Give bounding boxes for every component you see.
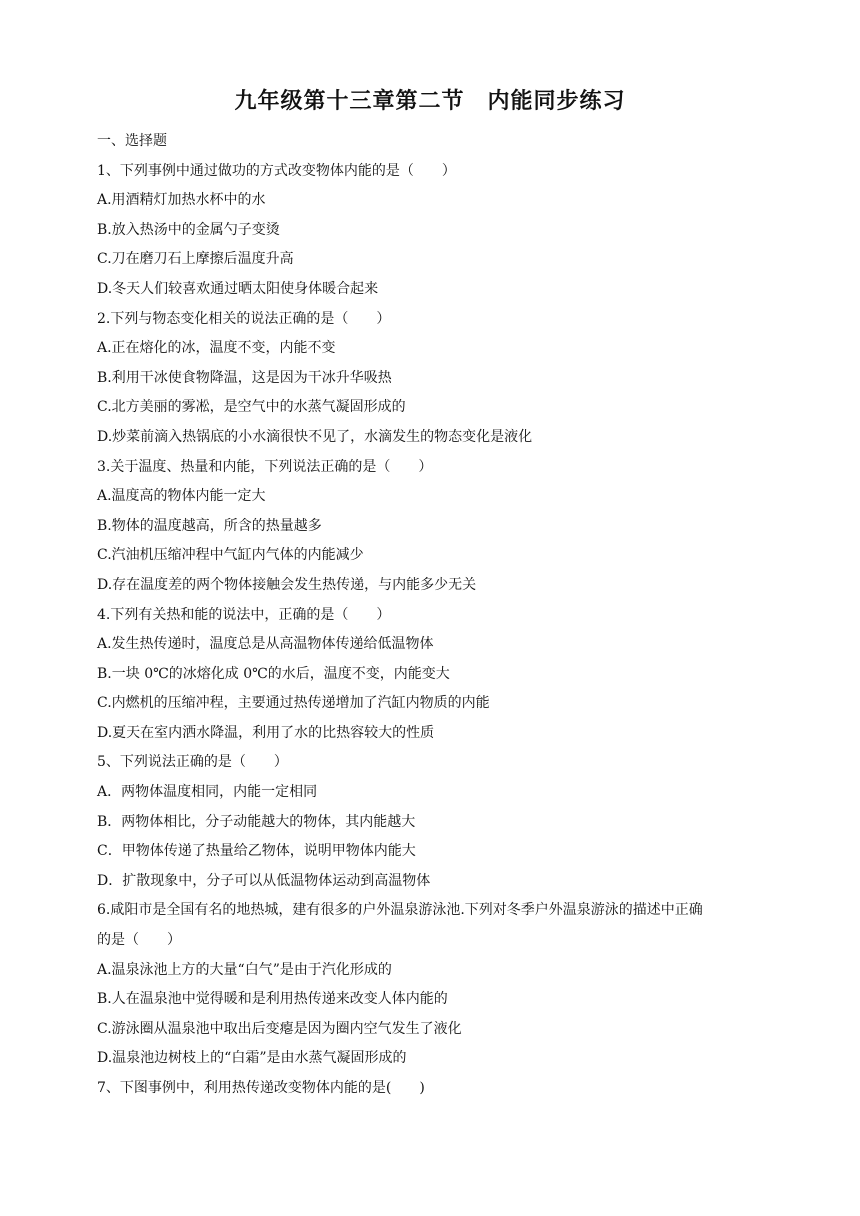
option-6d: D.温泉池边树枝上的“白霜”是由水蒸气凝固形成的 (97, 1050, 407, 1067)
question-stem-6-line-1: 6.咸阳市是全国有名的地热城，建有很多的户外温泉游泳池.下列对冬季户外温泉游泳的描述中正确 (97, 902, 703, 919)
option-5d: D．扩散现象中，分子可以从低温物体运动到高温物体 (97, 872, 431, 889)
option-1c: C.刀在磨刀石上摩擦后温度升高 (97, 251, 294, 268)
question-stem-7: 7、下图事例中，利用热传递改变物体内能的是( ) (97, 1080, 425, 1096)
page-title: 九年级第十三章第二节 内能同步练习 (234, 89, 626, 114)
question-stem-3: 3.关于温度、热量和内能，下列说法正确的是（ ） (97, 458, 433, 475)
question-stem-6-line-2: 的是（ ） (97, 932, 181, 949)
option-3b: B.物体的温度越高，所含的热量越多 (97, 517, 322, 534)
question-stem-1: 1、下列事例中通过做功的方式改变物体内能的是（ ） (97, 162, 456, 179)
option-4c: C.内燃机的压缩冲程，主要通过热传递增加了汽缸内物质的内能 (97, 695, 490, 712)
question-list (97, 127, 767, 1104)
section-heading: 一、选择题 (97, 133, 167, 149)
option-5b: B．两物体相比，分子动能越大的物体，其内能越大 (97, 813, 416, 830)
option-2b: B.利用干冰使食物降温，这是因为干冰升华吸热 (97, 369, 392, 386)
question-stem-5: 5、下列说法正确的是（ ） (97, 754, 288, 771)
option-3d: D.存在温度差的两个物体接触会发生热传递，与内能多少无关 (97, 576, 477, 593)
option-1a: A.用酒精灯加热水杯中的水 (97, 192, 266, 209)
option-6c: C.游泳圈从温泉池中取出后变瘪是因为圈内空气发生了液化 (97, 1020, 462, 1037)
option-4b: B.一块 0℃的冰熔化成 0℃的水后，温度不变，内能变大 (97, 665, 450, 682)
option-2a: A.正在熔化的冰，温度不变，内能不变 (97, 340, 336, 357)
option-4a: A.发生热传递时，温度总是从高温物体传递给低温物体 (97, 636, 434, 653)
option-6a: A.温泉泳池上方的大量“白气”是由于汽化形成的 (97, 961, 392, 978)
option-3c: C.汽油机压缩冲程中气缸内气体的内能减少 (97, 547, 364, 564)
option-5a: A．两物体温度相同，内能一定相同 (97, 784, 318, 801)
question-stem-2: 2.下列与物态变化相关的说法正确的是（ ） (97, 310, 391, 327)
option-4d: D.夏天在室内洒水降温，利用了水的比热容较大的性质 (97, 724, 435, 741)
option-5c: C．甲物体传递了热量给乙物体，说明甲物体内能大 (97, 843, 416, 860)
option-2d: D.炒菜前滴入热锅底的小水滴很快不见了，水滴发生的物态变化是液化 (97, 428, 533, 445)
option-1b: B.放入热汤中的金属勺子变烫 (97, 221, 280, 238)
option-2c: C.北方美丽的雾凇，是空气中的水蒸气凝固形成的 (97, 399, 406, 416)
question-stem-4: 4.下列有关热和能的说法中，正确的是（ ） (97, 606, 391, 623)
option-3a: A.温度高的物体内能一定大 (97, 488, 266, 505)
option-6b: B.人在温泉池中觉得暖和是利用热传递来改变人体内能的 (97, 991, 448, 1008)
option-1d: D.冬天人们较喜欢通过晒太阳使身体暖合起来 (97, 280, 379, 297)
